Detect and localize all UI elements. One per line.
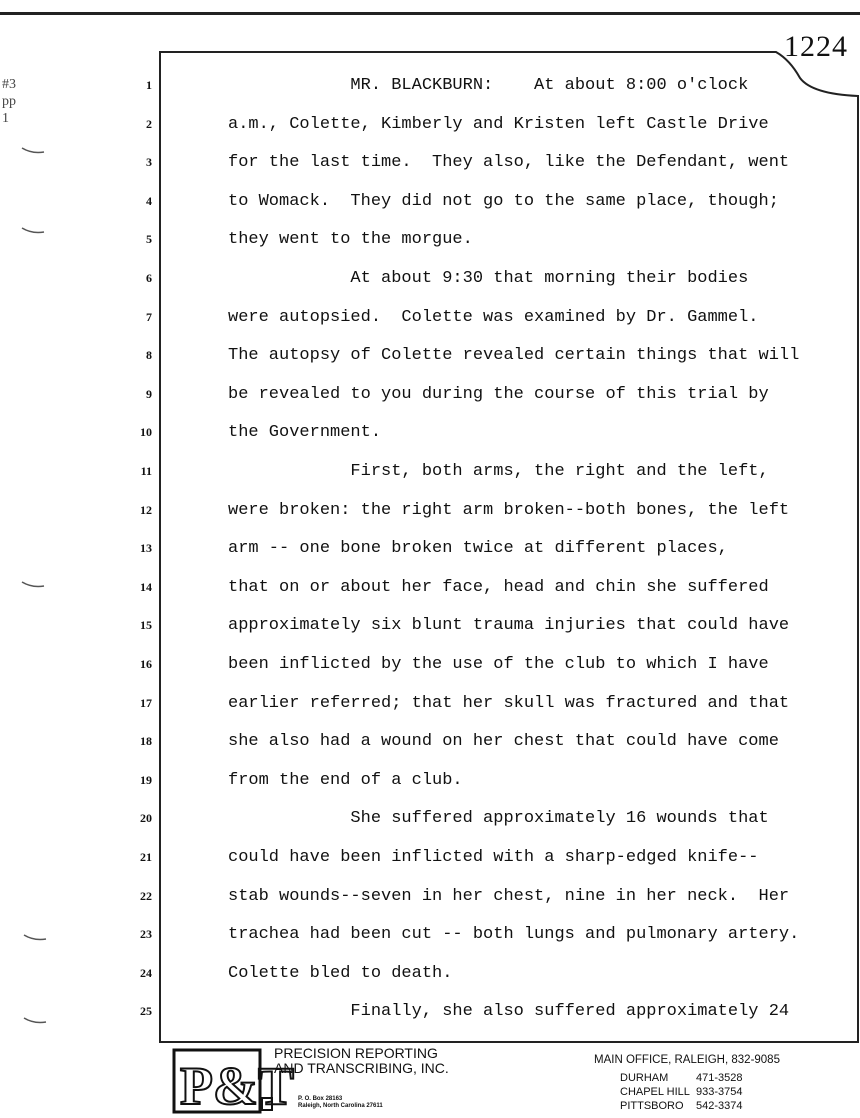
margin-note: #3 (2, 77, 16, 92)
line-number: 12 (140, 502, 152, 517)
transcript-line: First, both arms, the right and the left, (228, 462, 769, 481)
transcript-line: She suffered approximately 16 wounds that (228, 809, 769, 829)
phone-number: 471-3528 (696, 1072, 743, 1084)
line-number: 2 (146, 116, 152, 131)
line-number: 7 (146, 309, 152, 324)
line-number: 21 (140, 850, 152, 864)
transcript-line: Colette bled to death. (228, 963, 453, 983)
company-line: PRECISION REPORTING (274, 1045, 438, 1061)
line-number: 8 (146, 348, 152, 363)
line-number: 5 (146, 232, 152, 247)
phone-city: DURHAM (620, 1072, 669, 1084)
company-name (274, 1046, 449, 1076)
line-number: 24 (140, 965, 152, 980)
line-number: 17 (140, 695, 152, 710)
line-number: 20 (140, 811, 152, 826)
line-number: 9 (146, 386, 152, 401)
line-number: 3 (146, 155, 152, 170)
transcript-line: were autopsied. Colette was examined by Dr. Gammel. (228, 307, 759, 327)
line-number: 16 (140, 657, 152, 671)
transcript-line: Finally, she also suffered approximately 24 (228, 1002, 790, 1022)
footer (168, 1046, 858, 1118)
phone-city: PITTSBORO (620, 1100, 684, 1112)
line-number: 11 (140, 464, 152, 478)
company-address (298, 1096, 383, 1110)
line-number: 14 (140, 579, 152, 594)
transcript-line: could have been inflicted with a sharp-edged knife-- (228, 848, 759, 867)
phone-number: 933-3754 (696, 1086, 743, 1098)
margin-note: pp (2, 94, 16, 109)
line-number: 13 (140, 541, 152, 556)
phone-row (620, 1100, 743, 1112)
transcript-line: At about 9:30 that morning their bodies (228, 269, 749, 288)
transcript-line: from the end of a club. (228, 770, 463, 790)
line-number: 10 (140, 425, 152, 440)
line-number: 6 (146, 271, 152, 285)
transcript-line: to Womack. They did not go to the same place, though; (228, 191, 779, 211)
phone-row (620, 1072, 743, 1084)
transcript-line: the Government. (228, 423, 382, 443)
transcript-line: trachea had been cut -- both lungs and pulmonary artery. (228, 925, 800, 945)
main-office: MAIN OFFICE, RALEIGH, 832-9085 (594, 1054, 780, 1066)
po-box: P. O. Box 28163 (298, 1096, 343, 1102)
company-logo (172, 1048, 294, 1116)
phone-row (620, 1086, 743, 1098)
transcript-line: MR. BLACKBURN: At about 8:00 o'clock (228, 76, 749, 95)
company-line: AND TRANSCRIBING, INC. (274, 1060, 449, 1076)
margin-note: 1 (2, 111, 9, 126)
transcript-line: a.m., Colette, Kimberly and Kristen left Castle Drive (228, 114, 769, 134)
line-number: 18 (140, 734, 152, 749)
page-number: 1224 (784, 30, 848, 63)
line-number: 19 (140, 772, 152, 787)
line-number: 23 (140, 927, 152, 942)
line-number: 22 (140, 888, 152, 903)
phone-number: 542-3374 (696, 1100, 743, 1112)
line-number: 4 (146, 193, 152, 208)
line-number: 15 (140, 618, 152, 633)
phone-city: CHAPEL HILL (620, 1086, 690, 1098)
transcript-line: were broken: the right arm broken--both bones, the left (228, 500, 790, 520)
transcript-line: for the last time. They also, like the Defendant, went (228, 153, 790, 173)
transcript-line: arm -- one bone broken twice at different places, (228, 539, 728, 559)
line-number: 25 (140, 1004, 152, 1019)
city: Raleigh, North Carolina 27611 (298, 1103, 383, 1109)
line-number: 1 (146, 78, 152, 92)
svg-text:P&T: P&T (180, 1056, 294, 1116)
transcript-line: be revealed to you during the course of this trial by (228, 384, 769, 404)
transcript-line: she also had a wound on her chest that could have come (228, 732, 779, 752)
transcript-line: they went to the morgue. (228, 230, 473, 250)
transcript-line: earlier referred; that her skull was fractured and that (228, 693, 790, 713)
transcript-line: that on or about her face, head and chin she suffered (228, 577, 769, 597)
transcript-line: approximately six blunt trauma injuries that could have (228, 616, 790, 636)
transcript-line: been inflicted by the use of the club to which I have (228, 655, 769, 674)
transcript-line: The autopsy of Colette revealed certain things that will (228, 346, 800, 366)
transcript-line: stab wounds--seven in her chest, nine in her neck. Her (228, 886, 790, 906)
